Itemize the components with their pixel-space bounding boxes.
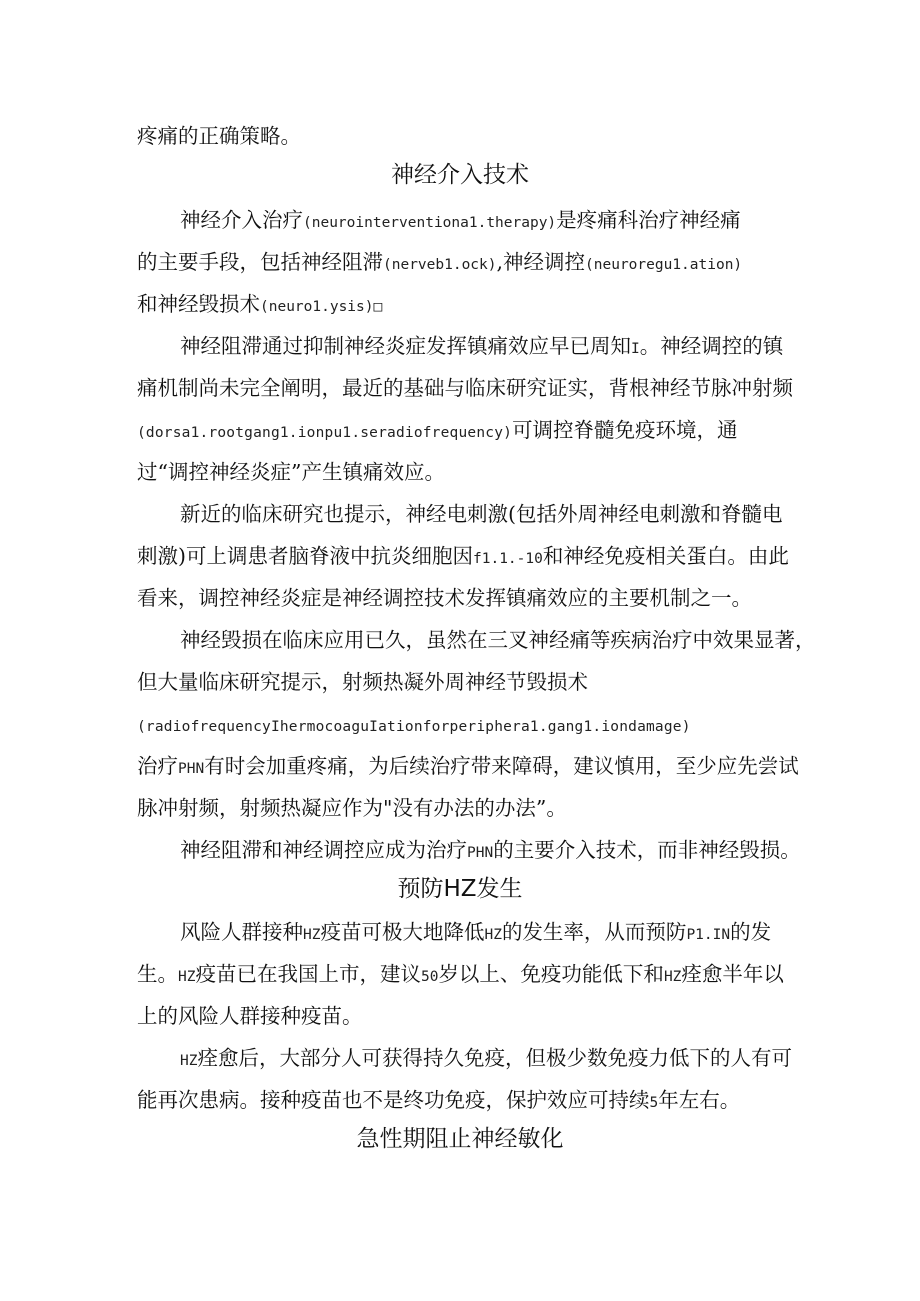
paragraph-line: HZ痊愈后，大部分人可获得持久免疫，但极少数免疫力低下的人有可 — [180, 1046, 792, 1070]
paragraph-line: 刺激)可上调患者脑脊液中抗炎细胞因f1.1.-10和神经免疫相关蛋白。由此 — [137, 544, 789, 568]
paragraph-line: 风险人群接种HZ疫苗可极大地降低HZ的发生率，从而预防P1.IN的发 — [180, 920, 772, 944]
paragraph-line: 神经毁损在临床应用已久，虽然在三叉神经痛等疾病治疗中效果显著， — [180, 628, 816, 652]
section-heading: 预防HZ发生 — [397, 876, 523, 902]
paragraph-line: 神经阻滞通过抑制神经炎症发挥镇痛效应早已周知I。神经调控的镇 — [180, 334, 784, 358]
paragraph-line: 神经阻滞和神经调控应成为治疗PHN的主要介入技术，而非神经毁损。 — [180, 838, 801, 862]
section-heading: 急性期阻止神经敏化 — [356, 1126, 564, 1152]
paragraph-line: 生。HZ疫苗已在我国上市，建议50岁以上、免疫功能低下和HZ痊愈半年以 — [137, 962, 784, 986]
paragraph-line: (dorsa1.rootgang1.ionpu1.seradiofrequency)可调控脊髓免疫环境，通 — [137, 418, 738, 442]
paragraph-line: 能再次患病。接种疫苗也不是终功免疫，保护效应可持续5年左右。 — [137, 1088, 741, 1112]
paragraph-line: (radiofrequencyIhermocoaguIationforperiphera1.gang1.iondamage) — [137, 719, 691, 735]
paragraph-line: 和神经毁损术(neuro1.ysis)□ — [137, 292, 383, 316]
paragraph-line: 看来，调控神经炎症是神经调控技术发挥镇痛效应的主要机制之一。 — [137, 586, 752, 610]
paragraph-line: 过“调控神经炎症”产生镇痛效应。 — [137, 460, 445, 484]
paragraph-line: 疼痛的正确策略。 — [137, 124, 301, 148]
paragraph-line: 脉冲射频，射频热凝应作为"没有办法的办法”。 — [137, 796, 567, 820]
paragraph-line: 神经介入治疗(neurointerventiona1.therapy)是疼痛科治疗神经痛 — [180, 208, 741, 232]
paragraph-line: 的主要手段，包括神经阻滞(nerveb1.ock),神经调控(neuroregu1.ation) — [137, 250, 743, 274]
paragraph-line: 上的风险人群接种疫苗。 — [137, 1004, 363, 1028]
paragraph-line: 治疗PHN有时会加重疼痛，为后续治疗带来障碍，建议慎用，至少应先尝试 — [137, 754, 799, 778]
paragraph-line: 痛机制尚未完全阐明，最近的基础与临床研究证实，背根神经节脉冲射频 — [137, 376, 793, 400]
section-heading: 神经介入技术 — [391, 162, 529, 188]
paragraph-line: 但大量临床研究提示，射频热凝外周神经节毁损术 — [137, 670, 588, 694]
paragraph-line: 新近的临床研究也提示，神经电刺激(包括外周神经电刺激和脊髓电 — [180, 502, 783, 526]
